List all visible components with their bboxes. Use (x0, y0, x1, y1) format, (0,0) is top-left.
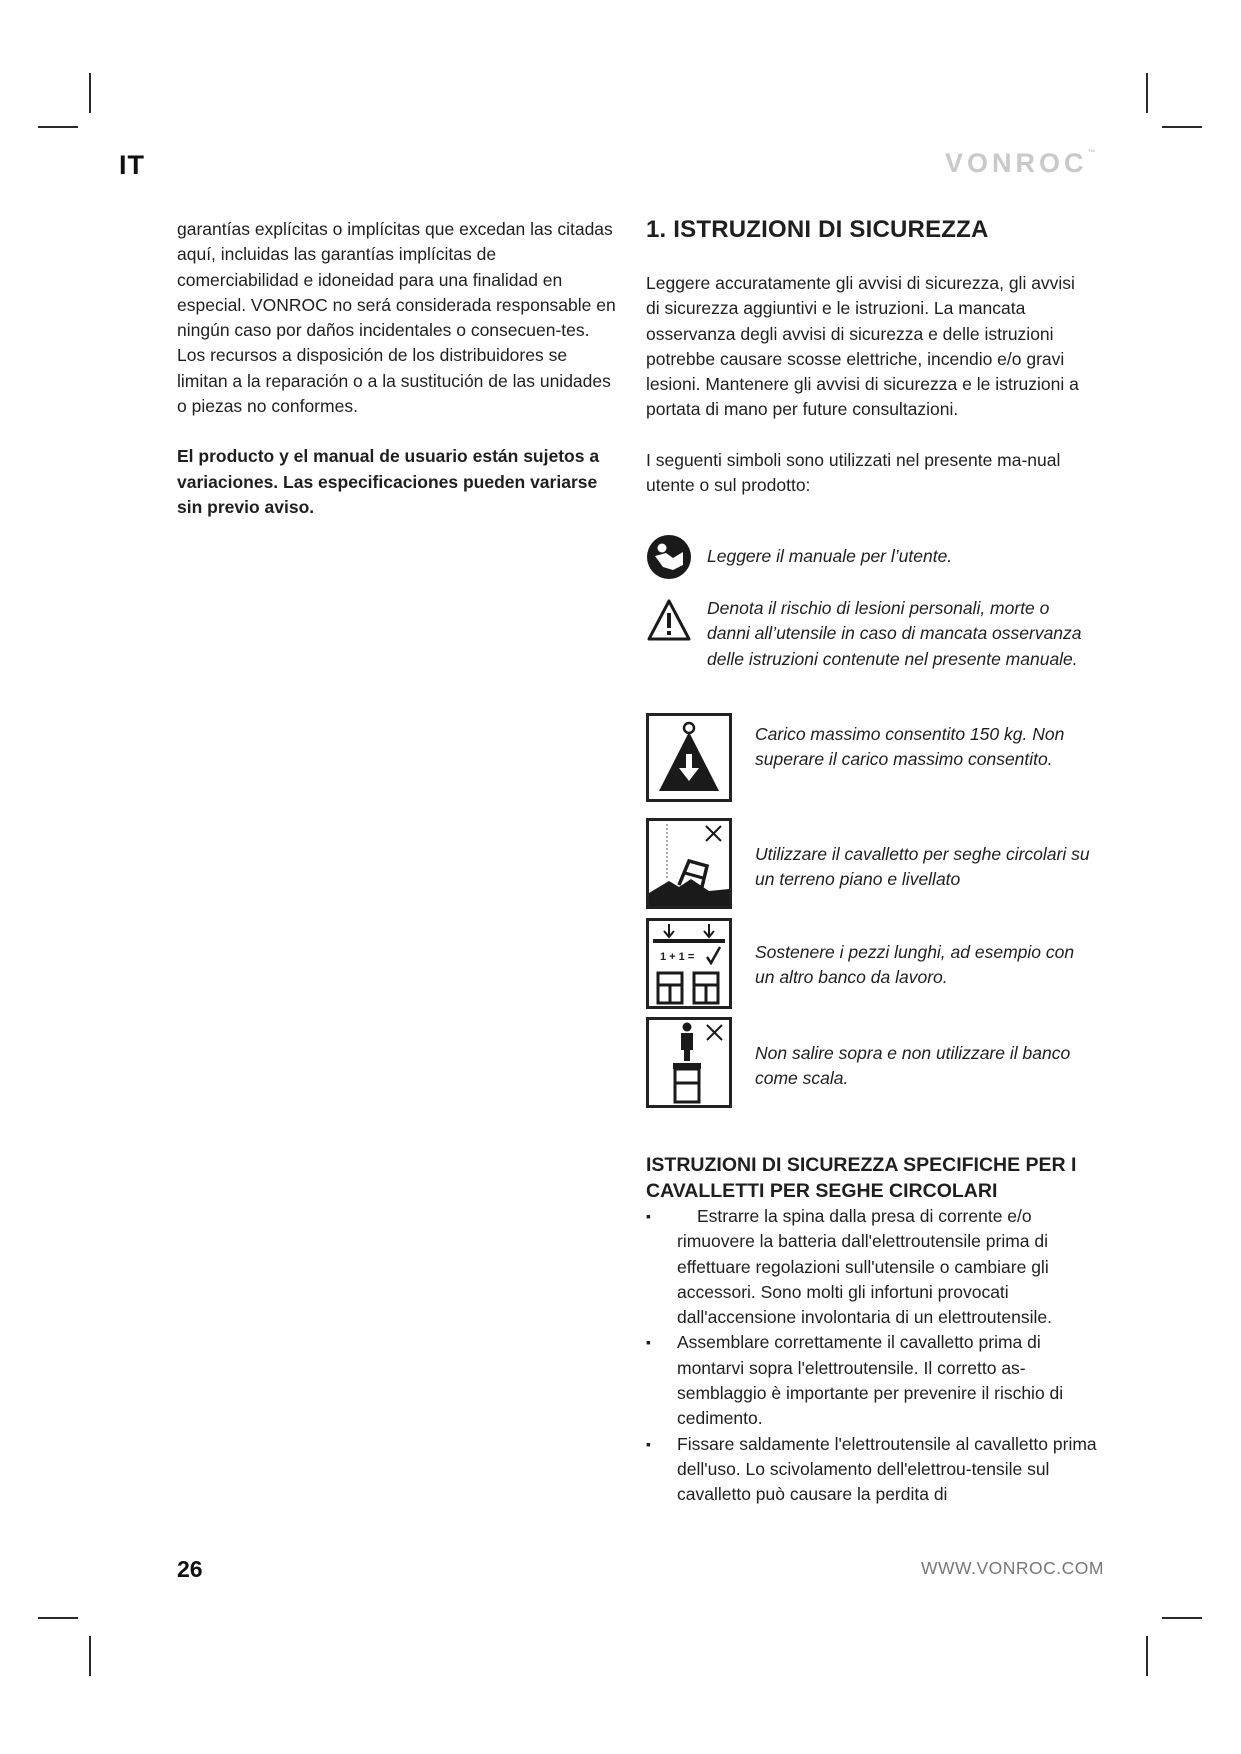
crop-mark (38, 126, 78, 128)
list-item (646, 1432, 1101, 1508)
list-item (646, 1204, 1101, 1330)
no-standing-icon (646, 1017, 732, 1108)
symbol-text: Leggere il manuale per l’utente. (707, 546, 953, 566)
page-number: 26 (177, 1556, 203, 1582)
warranty-paragraph: garantías explícitas o implícitas que excedan las citadas aquí, incluidas las garantías implícitas de comerciabilidad e idoneidad para una finalidad en especial. VONROC no será considerada responsable en ningún caso por daños incidentales o consecuen-tes. Los recursos a disposición de los distribuidores se limitan a la reparación o a la sustitución de las unidades o piezas no conformes. (177, 219, 616, 417)
symbol-text: Utilizzare il cavalletto per seghe circolari su un terreno piano e livellato (755, 844, 1090, 890)
bullet-text: Fissare saldamente l'elettroutensile al cavalletto prima dell'uso. Lo scivolamento dell'elettrou-tensile sul cavalletto può causare la perdita di (677, 1433, 1097, 1505)
bullet-marker: ▪ (646, 1334, 651, 1351)
symbol-text: Non salire sopra e non utilizzare il banco come scala. (755, 1043, 1071, 1089)
bullet-marker: ▪ (646, 1208, 651, 1224)
crop-mark (1162, 126, 1202, 128)
read-manual-icon (646, 534, 692, 580)
symbol-row (646, 1017, 1091, 1107)
subsection-title: ISTRUZIONI DI SICUREZZA SPECIFICHE PER I CAVALLETTI PER SEGHE CIRCOLARI (646, 1154, 1077, 1202)
right-column (646, 217, 1091, 498)
symbol-row (646, 918, 1091, 1008)
crop-mark (1146, 1636, 1148, 1676)
bullet-text: Estrarre la spina dalla presa di corrente e/o rimuovere la batteria dall'elettroutensile prima di effettuare regolazioni sull'utensile o cambiare gli accessori. Sono molti gli infortuni provocati dall'accensione involontaria di un elettroutensile. (677, 1206, 1052, 1328)
left-column (177, 217, 617, 520)
symbol-text: Carico massimo consentito 150 kg. Non superare il carico massimo consentito. (755, 724, 1065, 770)
support-icon-label: 1 + 1 = (660, 951, 695, 963)
website-link[interactable]: WWW.VONROC.COM (921, 1558, 1104, 1578)
crop-mark (89, 1636, 91, 1676)
level-ground-icon (646, 818, 732, 909)
warning-triangle-icon (646, 598, 692, 642)
language-code: IT (119, 150, 145, 180)
symbol-row (646, 596, 1091, 706)
change-notice: El producto y el manual de usuario están sujetos a variaciones. Las especificaciones pueden variarse sin previo aviso. (177, 446, 600, 517)
bullet-marker: ▪ (646, 1435, 651, 1452)
safety-bullet-list (646, 1204, 1101, 1508)
trademark-mark: ™ (1087, 148, 1096, 157)
symbols-intro: I seguenti simboli sono utilizzati nel presente ma-nual utente o sul prodotto: (646, 449, 1061, 496)
symbol-text: Sostenere i pezzi lunghi, ad esempio con un altro banco da lavoro. (755, 942, 1075, 988)
crop-mark (1146, 73, 1148, 113)
max-load-icon (646, 713, 732, 802)
symbol-text: Denota il rischio di lesioni personali, morte o danni all’utensile in caso di mancata osservanza delle istruzioni contenute nel presente manuale. (707, 598, 1082, 669)
support-long-pieces-icon (646, 918, 732, 1009)
crop-mark (38, 1617, 78, 1619)
bullet-text: Assemblare correttamente il cavalletto prima di montarvi sopra l'elettroutensile. Il corretto as-semblaggio è importante per prevenire il rischio di cedimento. (677, 1332, 1064, 1429)
intro-paragraph: Leggere accuratamente gli avvisi di sicurezza, gli avvisi di sicurezza aggiuntivi e le istruzioni. La mancata osservanza degli avvisi di sicurezza e delle istruzioni potrebbe causare scosse elettriche, incendio e/o gravi lesioni. Mantenere gli avvisi di sicurezza e le istruzioni a portata di mano per future consultazioni. (646, 273, 1079, 420)
list-item (646, 1330, 1101, 1431)
brand-name: VONROC (945, 148, 1088, 178)
brand-logo (945, 148, 1096, 179)
symbol-row (646, 818, 1091, 908)
section-title: 1. ISTRUZIONI DI SICUREZZA (646, 216, 989, 243)
crop-mark (89, 73, 91, 113)
symbol-row (646, 533, 1091, 583)
crop-mark (1162, 1617, 1202, 1619)
symbol-row (646, 713, 1091, 803)
